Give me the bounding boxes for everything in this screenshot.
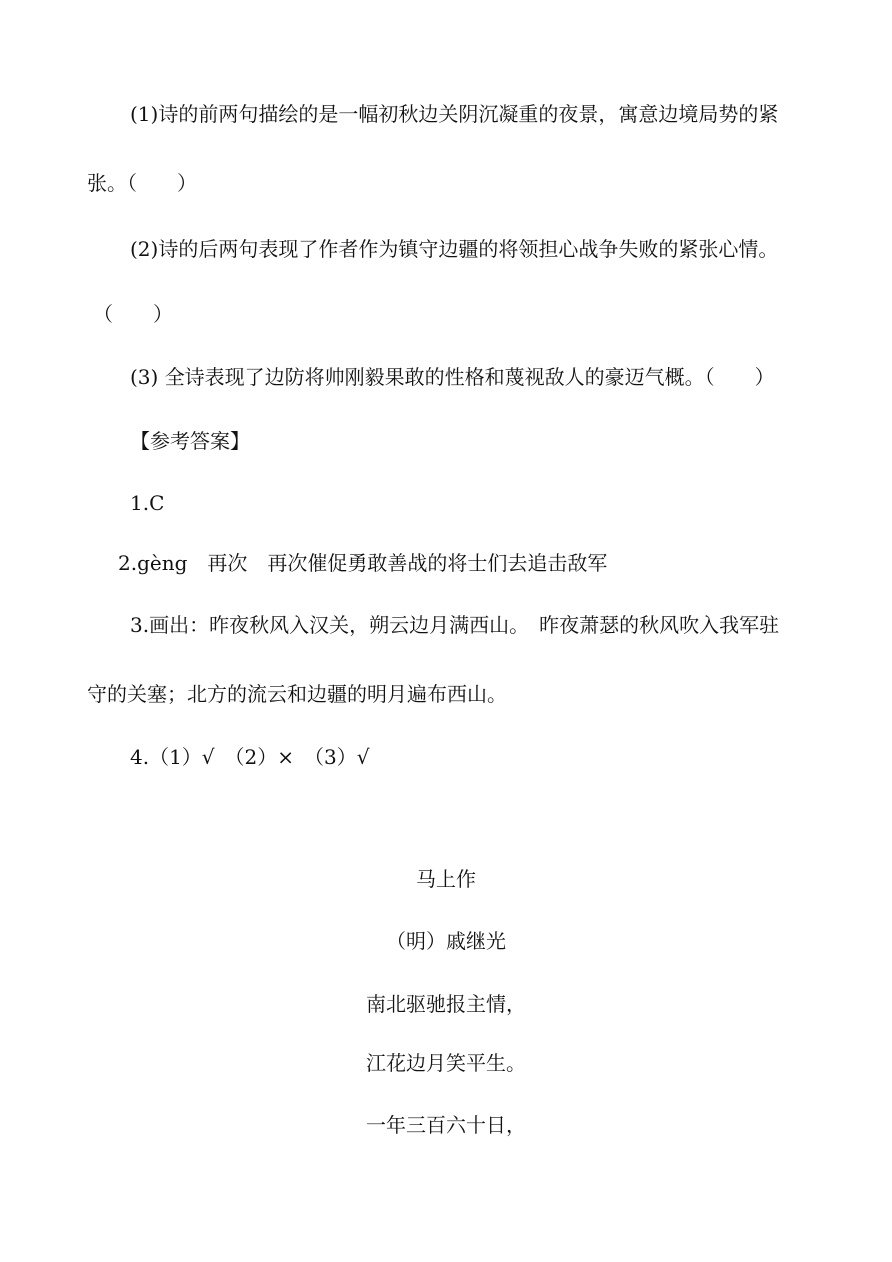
- question-4-item-2-line-1: (2)诗的后两句表现了作者作为镇守边疆的将领担心战争失败的紧张心情。: [130, 237, 779, 261]
- poem-line-1: 南北驱驰报主情，: [366, 992, 526, 1016]
- question-4-item-3: (3) 全诗表现了边防将帅刚毅果敢的性格和蔑视敌人的豪迈气概。（ ）: [130, 365, 775, 389]
- question-4-item-1-line-2: 张。（ ）: [87, 171, 197, 195]
- poem-line-3: 一年三百六十日，: [366, 1113, 526, 1137]
- poem-author: （明）戚继光: [386, 929, 506, 953]
- poem-title: 马上作: [416, 867, 476, 891]
- answer-2: 2.gèng 再次 再次催促勇敢善战的将士们去追击敌军: [118, 551, 608, 575]
- answer-1: 1.C: [130, 491, 165, 515]
- answer-4: 4.（1）√ （2）× （3）√: [130, 745, 370, 769]
- answer-3-line-2: 守的关塞；北方的流云和边疆的明月遍布西山。: [87, 682, 507, 706]
- question-4-item-2-line-2: （ ）: [93, 302, 173, 326]
- poem-line-2: 江花边月笑平生。: [366, 1051, 526, 1075]
- question-4-item-1-line-1: (1)诗的前两句描绘的是一幅初秋边关阴沉凝重的夜景，寓意边境局势的紧: [130, 102, 779, 126]
- answer-3-line-1: 3.画出：昨夜秋风入汉关，朔云边月满西山。 昨夜萧瑟的秋风吹入我军驻: [130, 613, 780, 637]
- answers-heading: 【参考答案】: [130, 429, 250, 453]
